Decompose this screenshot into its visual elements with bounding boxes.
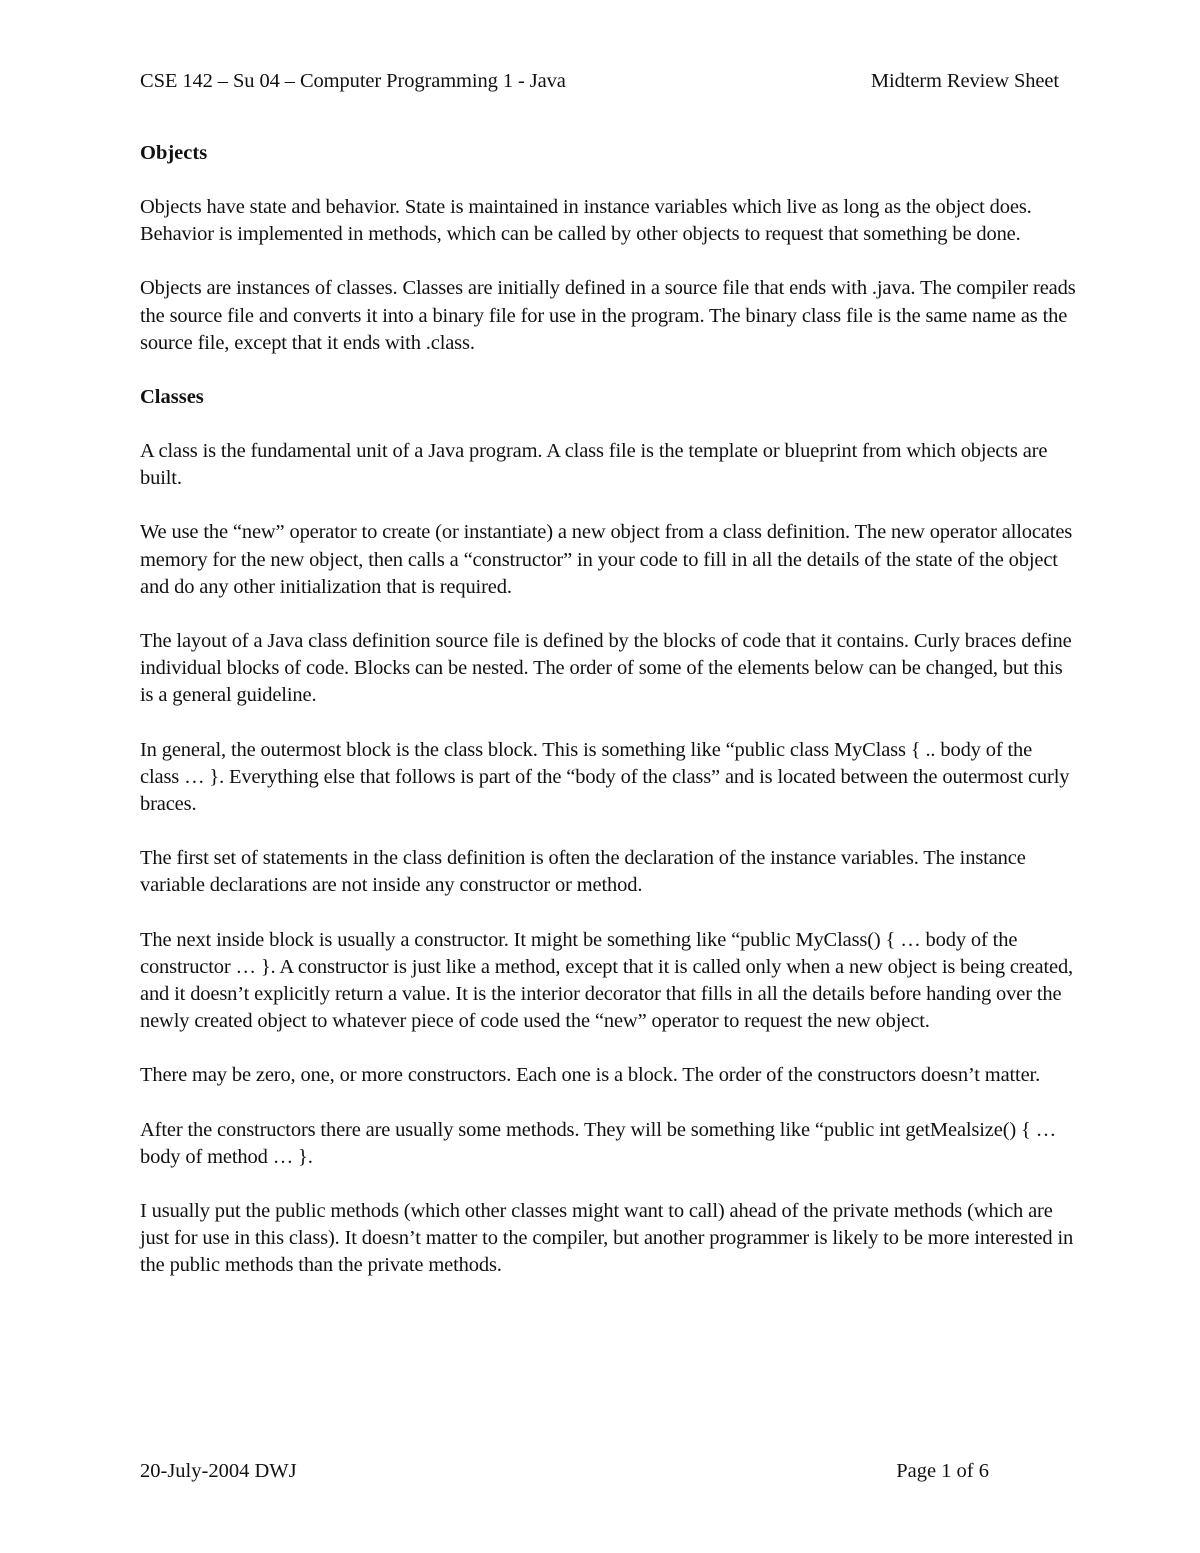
- page-header: [140, 70, 1059, 98]
- paragraph: The first set of statements in the class definition is often the declaration of the instance variables. The instance variable declarations are not inside any constructor or method.: [140, 847, 1026, 897]
- page-footer: [140, 1460, 989, 1483]
- paragraph: The next inside block is usually a constructor. It might be something like “public MyClass() { … body of the constructor … }. A constructor is just like a method, except that it is called only when a new object is being created, and it doesn’t explicitly return a value. It is the interior decorator that fills in all the details before handing over the newly created object to whatever piece of code used the “new” operator to request the new object.: [140, 928, 1074, 1033]
- paragraph: A class is the fundamental unit of a Java program. A class file is the template or blueprint from which objects are built.: [140, 440, 1048, 490]
- paragraph: Objects are instances of classes. Classes are initially defined in a source file that ends with .java. The compiler reads the source file and converts it into a binary file for use in the program. The binary class file is the same name as the source file, except that it ends with .class.: [140, 277, 1076, 354]
- document-body: [140, 140, 1076, 1280]
- section-heading-objects: Objects: [140, 142, 208, 164]
- paragraph: Objects have state and behavior. State is maintained in instance variables which live as long as the object does. Behavior is implemented in methods, which can be called by other objects to request that something be done.: [140, 196, 1032, 246]
- paragraph: I usually put the public methods (which other classes might want to call) ahead of the private methods (which are just for use in this class). It doesn’t matter to the compiler, but another programmer is likely to be more interested in the public methods than the private methods.: [140, 1200, 1074, 1277]
- section-heading-classes: Classes: [140, 386, 204, 409]
- paragraph: The layout of a Java class definition source file is defined by the blocks of code that it contains. Curly braces define individual blocks of code. Blocks can be nested. The order of some of the elements below can be changed, but this is a general guideline.: [140, 630, 1072, 707]
- paragraph: After the constructors there are usually some methods. They will be something like “public int getMealsize() { … body of method … }.: [140, 1118, 1057, 1168]
- paragraph: There may be zero, one, or more constructors. Each one is a block. The order of the constructors doesn’t matter.: [140, 1064, 1041, 1087]
- paragraph: We use the “new” operator to create (or instantiate) a new object from a class definition. The new operator allocates memory for the new object, then calls a “constructor” in your code to fill in all the details of the state of the object and do any other initialization that is required.: [140, 521, 1073, 598]
- document-title: Midterm Review Sheet: [870, 70, 1059, 92]
- paragraph: In general, the outermost block is the class block. This is something like “public class MyClass { .. body of the class … }. Everything else that follows is part of the “body of the class” and is located between the outermost curly braces.: [140, 738, 1070, 816]
- course-title: CSE 142 – Su 04 – Computer Programming 1 - Java: [140, 70, 566, 92]
- footer-date-author: 20-July-2004 DWJ: [140, 1460, 297, 1482]
- page-number: Page 1 of 6: [896, 1460, 989, 1482]
